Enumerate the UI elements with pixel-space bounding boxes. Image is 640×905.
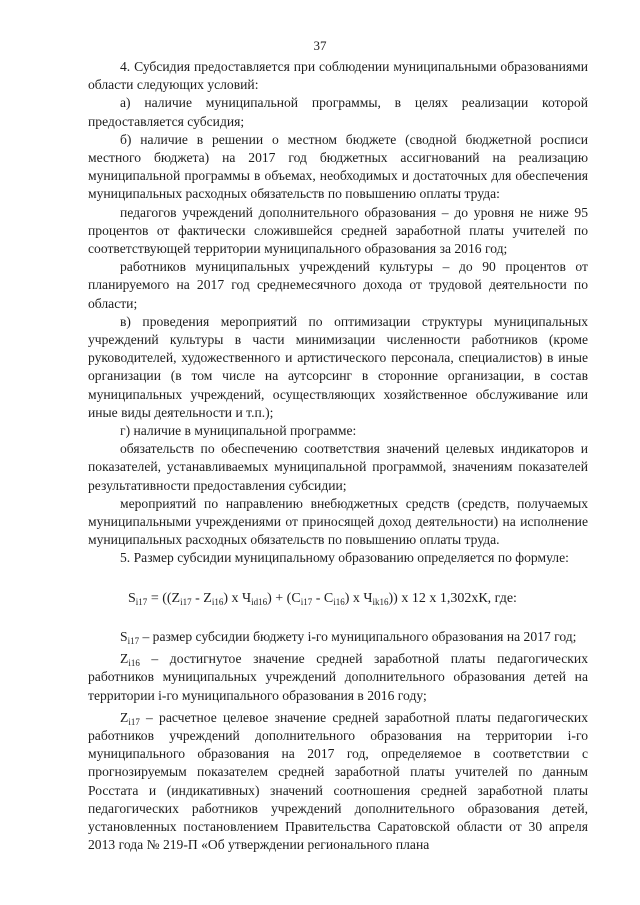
- paragraph-4b: б) наличие в решении о местном бюджете (сводной бюджетной росписи местного бюджета) на 2017 год бюджетных ассигнований на реализацию муниципальной программы в объемах, необходимых и достаточных для обеспечения муниципальных расходных обязательств по повышению оплаты труда:: [88, 131, 588, 202]
- document-body: [88, 58, 588, 854]
- paragraph-obligations: обязательств по обеспечению соответствия значений целевых индикаторов и показателей, устанавливаемых муниципальной программой, значениям показателей результативности предоставления субсидии;: [88, 441, 588, 493]
- paragraph-culture-workers: работников муниципальных учреждений культуры – до 90 процентов от планируемого на 2017 год среднемесячного дохода от трудовой деятельности по области;: [88, 259, 588, 311]
- subsidy-formula: $S_{i17} = ((Z_{i17} - Z_{i16})$ x $Ч_{id16}) + (C_{i17} - C_{i16})$ x $Ч_{ik16}$)) x 12 x 1,302хК, где:: [128, 590, 517, 607]
- definition-z-i16: $Z_{i16}$ – достигнутое значение средней заработной платы педагогических работников муниципальных учреждений дополнительного образования детей на территории i-го муниципального образования в 2016 году;: [88, 651, 588, 703]
- paragraph-extrabudget: мероприятий по направлению внебюджетных средств (средств, получаемых муниципальными учреждениями от приносящей доход деятельности) на исполнение муниципальных расходных обязательств по повышению оплаты труда.: [88, 495, 588, 548]
- page-number: 37: [313, 38, 327, 53]
- definition-s-i17: $S_{i17}$ – размер субсидии бюджету i-го муниципального образования на 2017 год;: [120, 628, 577, 646]
- paragraph-4g: г) наличие в муниципальной программе:: [120, 423, 357, 439]
- paragraph-4v: в) проведения мероприятий по оптимизации структуры муниципальных учреждений культуры в части минимизации численности работников (кроме руководителей, художественного и артистического персонала, специалистов) в иные организации (в том числе на аутсорсинг в сторонние организации, в состав муниципальных учреждений, осуществляющих хозяйственное обслуживание или иные виды деятельности и т.п.);: [88, 313, 588, 420]
- definition-z-i17: $Z_{i17}$ – расчетное целевое значение средней заработной платы педагогических работников учреждений дополнительного образования на территории i-го муниципального образования на 2017 год, определяемое в соответствии с прогнозируемым показателем средней заработной платы учителей по данным Росстата и (индикативных) значений соотношения средней заработной платы педагогических работников учреждений дополнительного образования детей, установленных постановлением Правительства Саратовской области от 30 апреля 2013 года № 219-П «Об утверждении регионального плана: [88, 709, 588, 853]
- paragraph-5: 5. Размер субсидии муниципальному образованию определяется по формуле:: [120, 550, 569, 566]
- paragraph-teachers: педагогов учреждений дополнительного образования – до уровня не ниже 95 процентов от фактически сложившейся средней заработной платы учителей по соответствующей территории муниципального образования за 2016 год;: [88, 204, 588, 257]
- paragraph-4a: а) наличие муниципальной программы, в целях реализации которой предоставляется субсидия;: [88, 95, 588, 129]
- paragraph-4: 4. Субсидия предоставляется при соблюдении муниципальными образованиями области следующих условий:: [88, 59, 588, 93]
